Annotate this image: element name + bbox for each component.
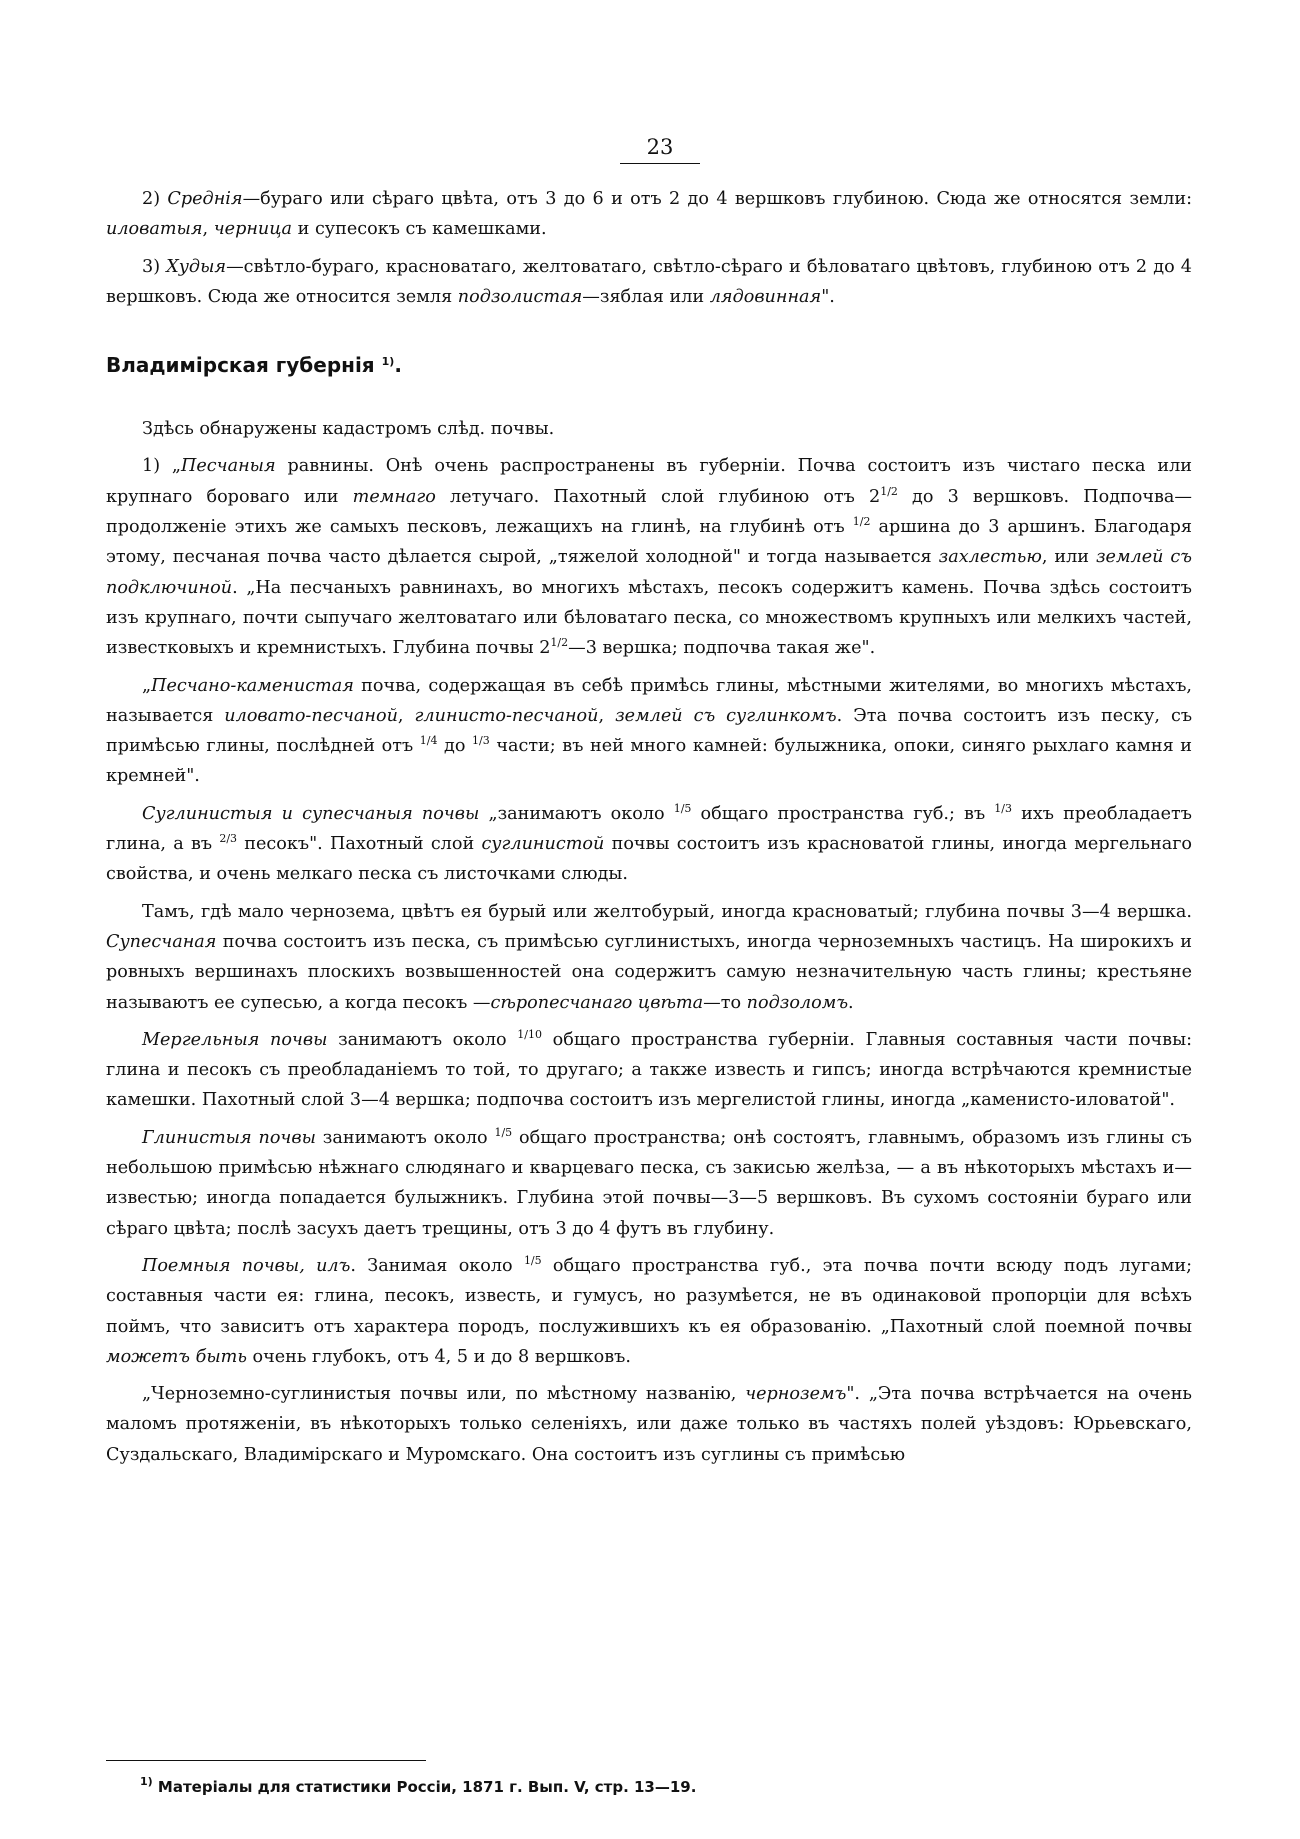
- term-sredniya: Среднія: [167, 189, 243, 209]
- footnote-divider: [106, 1760, 426, 1761]
- paragraph-suglinistyya: Суглинистыя и супесчаныя почвы „занимаютъ около $^{1/5}$ общаго пространства губ.; въ $^{1/3}$ ихъ преобладаетъ глина, а въ $^{2/3}$ песокъ". Пахотный слой суглинистой почвы состоитъ изъ красноватой глины, иногда мергельнаго свойства, и очень мелкаго песка съ листочками слюды.: [106, 801, 1193, 885]
- page-number: 23: [620, 134, 700, 164]
- footnote-ref: 1): [381, 355, 395, 369]
- body-text: [106, 184, 1192, 1477]
- footnote-number: 1): [140, 1775, 153, 1788]
- paragraph-chernozemno: „Черноземно-суглинистыя почвы или, по мѣстному названію, черноземъ". „Эта почва встрѣчается на очень маломъ протяженіи, въ нѣкоторыхъ только селеніяхъ, или даже только въ частяхъ полей уѣздовъ: Юрьевскаго, Суздальскаго, Владимірскаго и Муромскаго. Она состоитъ изъ суглины съ примѣсью: [106, 1384, 1193, 1465]
- paragraph-intro: Здѣсь обнаружены кадастромъ слѣд. почвы.: [142, 419, 555, 440]
- section-heading: Владимірская губернія $^{1)}$.: [106, 353, 402, 378]
- paragraph-tam: Тамъ, гдѣ мало чернозема, цвѣтъ ея бурый или желтобурый, иногда красноватый; глубина почвы 3—4 вершка. Супесчаная почва состоитъ изъ песка, съ примѣсью суглинистыхъ, иногда черноземныхъ частицъ. На широкихъ и ровныхъ вершинахъ плоскихъ возвышенностей она содержитъ самую незначительную часть глины; крестьяне называютъ ее супесью, а когда песокъ —сѣропесчанаго цвѣта—то подзоломъ.: [106, 901, 1192, 1013]
- paragraph-peschano-kamenistaya: „Песчано-каменистая почва, содержащая въ себѣ примѣсь глины, мѣстными жителями, во многихъ мѣстахъ, называется иловато-песчаной, глинисто-песчаной, землей съ суглинкомъ. Эта почва состоитъ изъ песку, съ примѣсью глины, послѣдней отъ $^{1/4}$ до $^{1/3}$ части; въ ней много камней: булыжника, опоки, синяго рыхлаго камня и кремней".: [106, 675, 1193, 787]
- paragraph-mergelnyya: Мергельныя почвы занимаютъ около $^{1/10}$ общаго пространства губерніи. Главныя составныя части почвы: глина и песокъ съ преобладаніемъ то той, то другаго; а также известь и гипсъ; иногда встрѣчаются кремнистые камешки. Пахотный слой 3—4 вершка; подпочва состоитъ изъ мергелистой глины, иногда „каменисто-иловатой".: [106, 1027, 1192, 1111]
- paragraph-khudyya: 3) Худыя—свѣтло-бураго, красноватаго, желтоватаго, свѣтло-сѣраго и бѣловатаго цвѣтовъ, глубиною отъ 2 до 4 вершковъ. Сюда же относится земля подзолистая—зяблая или лядовинная".: [106, 256, 1192, 307]
- paragraph-peschanyya: 1) „Песчаныя равнины. Онѣ очень распространены въ губерніи. Почва состоитъ изъ чистаго песка или крупнаго бороваго или темнаго летучаго. Пахотный слой глубиною отъ $2^{1/2}$ до 3 вершковъ. Подпочва—продолженіе этихъ же самыхъ песковъ, лежащихъ на глинѣ, на глубинѣ отъ $^{1/2}$ аршина до 3 аршинъ. Благодаря этому, песчаная почва часто дѣлается сырой, „тяжелой холодной" и тогда называется захлестью, или землей съ подключиной. „На песчаныхъ равнинахъ, во многихъ мѣстахъ, песокъ содержитъ камень. Почва здѣсь состоитъ изъ крупнаго, почти сыпучаго желтоватаго или бѣловатаго песка, со множествомъ крупныхъ или мелкихъ частей, известковыхъ и кремнистыхъ. Глубина почвы $2^{1/2}—3$ вершка; подпочва такая же".: [106, 456, 1193, 659]
- paragraph-sredniya: 2) Среднія—бураго или сѣраго цвѣта, отъ 3 до 6 и отъ 2 до 4 вершковъ глубиною. Сюда же относятся земли: иловатыя, черница и супесокъ съ камешками.: [106, 189, 1193, 240]
- term-khudyya: Худыя: [166, 256, 227, 277]
- footnote-text: Матеріалы для статистики Россіи, 1871 г. Вып. V, стр. 13—19.: [157, 1778, 697, 1796]
- paragraph-glinistyya: Глинистыя почвы занимаютъ около $^{1/5}$ общаго пространства; онѣ состоятъ, главнымъ, образомъ изъ глины съ небольшою примѣсью нѣжнаго слюдянаго и кварцеваго песка, съ закисью желѣза, — а въ нѣкоторыхъ мѣстахъ и—известью; иногда попадается булыжникъ. Глубина этой почвы—3—5 вершковъ. Въ сухомъ состояніи бураго или сѣраго цвѣта; послѣ засухъ даетъ трещины, отъ 3 до 4 футъ въ глубину.: [106, 1125, 1192, 1239]
- footnote: [140, 1776, 1140, 1798]
- paragraph-poemnyya: Поемныя почвы, илъ. Занимая около $^{1/5}$ общаго пространства губ., эта почва почти всюду подъ лугами; составныя части ея: глина, песокъ, известь, и гумусъ, но разумѣется, не въ одинаковой пропорціи для всѣхъ поймъ, что зависитъ отъ характера породъ, послужившихъ къ ея образованію. „Пахотный слой поемной почвы можетъ быть очень глубокъ, отъ 4, 5 и до 8 вершковъ.: [106, 1253, 1192, 1367]
